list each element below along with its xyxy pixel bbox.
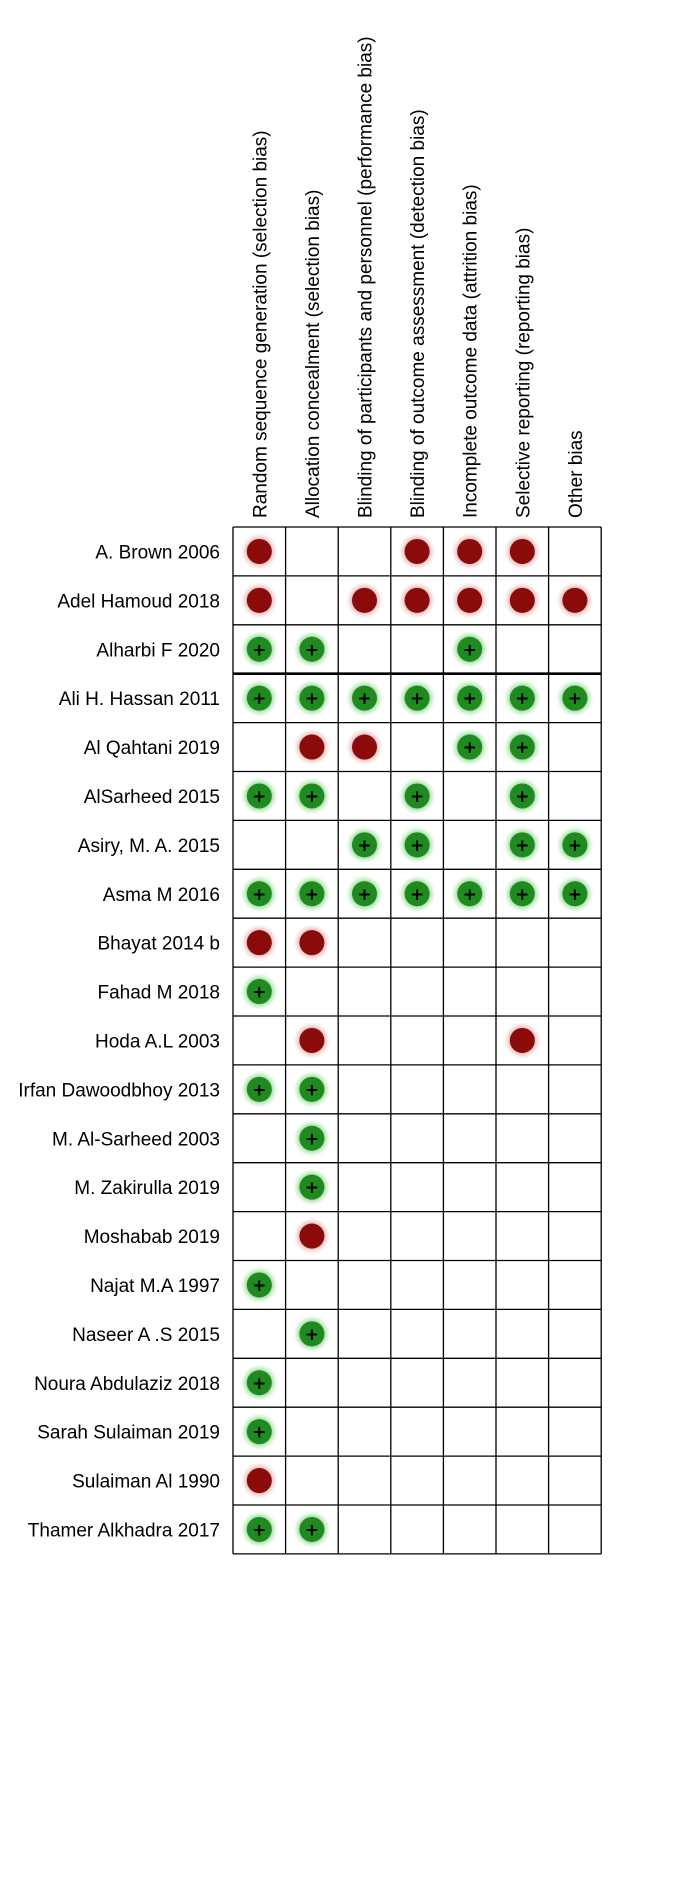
plus-symbol: + bbox=[252, 1520, 267, 1541]
study-label: Naseer A .S 2015 bbox=[72, 1324, 220, 1346]
rating-mark-low bbox=[293, 1315, 331, 1353]
plus-symbol: + bbox=[462, 884, 477, 905]
high-risk-dot bbox=[299, 930, 324, 955]
plus-symbol: + bbox=[304, 1080, 320, 1101]
domain-header-other-bias: Other bias bbox=[565, 430, 587, 518]
study-label: Sarah Sulaiman 2019 bbox=[37, 1422, 220, 1444]
rating-mark-low bbox=[503, 826, 541, 864]
study-label: M. Al-Sarheed 2003 bbox=[52, 1129, 220, 1151]
plus-symbol: + bbox=[357, 689, 372, 710]
rating-mark-high bbox=[398, 532, 436, 570]
plus-symbol: + bbox=[567, 689, 583, 710]
rating-mark-high bbox=[346, 728, 384, 766]
high-risk-dot bbox=[299, 735, 324, 760]
plus-symbol: + bbox=[252, 1080, 267, 1101]
domain-header-blinding-of-outcome-assessment-detection-bias: Blinding of outcome assessment (detection bias) bbox=[408, 109, 430, 518]
rating-mark-high bbox=[398, 581, 436, 619]
rating-mark-high bbox=[503, 532, 541, 570]
study-label: Bhayat 2014 b bbox=[97, 933, 220, 955]
plus-symbol: + bbox=[252, 1275, 267, 1296]
rating-mark-low bbox=[398, 875, 436, 913]
plus-symbol: + bbox=[515, 738, 530, 759]
plus-symbol: + bbox=[409, 884, 425, 905]
rating-mark-high bbox=[293, 924, 331, 962]
study-labels bbox=[18, 542, 220, 1541]
rating-marks bbox=[240, 532, 594, 1548]
plus-symbol: + bbox=[357, 835, 372, 856]
study-label: Al Qahtani 2019 bbox=[83, 738, 220, 760]
plus-symbol: + bbox=[304, 640, 320, 661]
study-label: Irfan Dawoodbhoy 2013 bbox=[18, 1080, 220, 1102]
study-label: Asiry, M. A. 2015 bbox=[77, 835, 220, 857]
plus-symbol: + bbox=[462, 640, 477, 661]
plus-symbol: + bbox=[252, 640, 267, 661]
plus-symbol: + bbox=[515, 786, 530, 807]
plus-symbol: + bbox=[515, 884, 530, 905]
rating-mark-low bbox=[240, 1266, 278, 1304]
study-label: Moshabab 2019 bbox=[83, 1227, 220, 1249]
rating-mark-low bbox=[451, 679, 489, 717]
plus-symbol: + bbox=[304, 1129, 320, 1150]
rating-mark-low bbox=[293, 1168, 331, 1206]
plus-symbol: + bbox=[304, 1324, 320, 1345]
plus-symbol: + bbox=[304, 1178, 320, 1199]
rating-mark-low bbox=[240, 1364, 278, 1402]
plus-symbol: + bbox=[304, 884, 320, 905]
high-risk-dot bbox=[510, 588, 535, 613]
rating-mark-low bbox=[556, 826, 594, 864]
study-label: Alharbi F 2020 bbox=[96, 640, 220, 662]
high-risk-dot bbox=[562, 588, 587, 613]
high-risk-dot bbox=[352, 735, 377, 760]
rating-mark-low bbox=[293, 1119, 331, 1157]
rating-mark-low bbox=[503, 679, 541, 717]
rating-mark-low bbox=[556, 679, 594, 717]
rating-mark-high bbox=[346, 581, 384, 619]
study-label: A. Brown 2006 bbox=[95, 542, 220, 564]
high-risk-dot bbox=[510, 539, 535, 564]
high-risk-dot bbox=[247, 588, 272, 613]
rating-mark-low bbox=[398, 826, 436, 864]
rating-mark-low bbox=[503, 728, 541, 766]
rating-mark-low bbox=[293, 875, 331, 913]
rating-mark-low bbox=[240, 1413, 278, 1451]
rating-mark-high bbox=[503, 581, 541, 619]
rating-mark-high bbox=[240, 924, 278, 962]
plus-symbol: + bbox=[252, 884, 267, 905]
rating-mark-low bbox=[240, 630, 278, 668]
rating-mark-low bbox=[503, 875, 541, 913]
rating-mark-high bbox=[451, 581, 489, 619]
study-label: Asma M 2016 bbox=[102, 884, 220, 906]
domain-header-blinding-of-participants-and-personnel-performance-bias: Blinding of participants and personnel (performance bias) bbox=[355, 36, 377, 518]
study-label: Hoda A.L 2003 bbox=[94, 1031, 220, 1053]
plus-symbol: + bbox=[252, 982, 267, 1003]
study-label: AlSarheed 2015 bbox=[83, 786, 220, 808]
rating-mark-high bbox=[293, 1021, 331, 1059]
plus-symbol: + bbox=[252, 689, 267, 710]
high-risk-dot bbox=[247, 1468, 272, 1493]
rating-mark-high bbox=[293, 728, 331, 766]
rating-mark-low bbox=[503, 777, 541, 815]
rating-mark-low bbox=[240, 973, 278, 1011]
plus-symbol: + bbox=[567, 884, 583, 905]
high-risk-dot bbox=[299, 1028, 324, 1053]
domain-header-allocation-concealment-selection-bias: Allocation concealment (selection bias) bbox=[302, 189, 324, 518]
plus-symbol: + bbox=[304, 1520, 320, 1541]
rating-mark-low bbox=[240, 679, 278, 717]
rating-mark-low bbox=[451, 875, 489, 913]
plus-symbol: + bbox=[515, 689, 530, 710]
study-label: Noura Abdulaziz 2018 bbox=[34, 1373, 220, 1395]
plus-symbol: + bbox=[462, 738, 477, 759]
high-risk-dot bbox=[299, 1224, 324, 1249]
rating-mark-low bbox=[346, 826, 384, 864]
rating-mark-high bbox=[451, 532, 489, 570]
domain-header-random-sequence-generation-selection-bias: Random sequence generation (selection bias) bbox=[250, 130, 272, 518]
rating-mark-high bbox=[293, 1217, 331, 1255]
high-risk-dot bbox=[352, 588, 377, 613]
domain-headers bbox=[250, 36, 587, 518]
rating-mark-high bbox=[240, 532, 278, 570]
high-risk-dot bbox=[405, 539, 430, 564]
plus-symbol: + bbox=[409, 689, 425, 710]
rating-mark-low bbox=[293, 777, 331, 815]
rating-mark-high bbox=[240, 581, 278, 619]
high-risk-dot bbox=[510, 1028, 535, 1053]
rating-mark-low bbox=[240, 1510, 278, 1548]
plus-symbol: + bbox=[357, 884, 372, 905]
rating-mark-high bbox=[556, 581, 594, 619]
plus-symbol: + bbox=[252, 786, 267, 807]
rating-mark-low bbox=[398, 679, 436, 717]
rating-mark-low bbox=[240, 875, 278, 913]
plus-symbol: + bbox=[304, 689, 320, 710]
plus-symbol: + bbox=[409, 835, 425, 856]
rating-mark-low bbox=[346, 679, 384, 717]
study-label: Thamer Alkhadra 2017 bbox=[27, 1520, 220, 1542]
rating-mark-high bbox=[240, 1462, 278, 1500]
domain-header-incomplete-outcome-data-attrition-bias: Incomplete outcome data (attrition bias) bbox=[460, 184, 482, 518]
study-label: Najat M.A 1997 bbox=[90, 1275, 220, 1297]
study-label: Ali H. Hassan 2011 bbox=[58, 689, 220, 711]
plus-symbol: + bbox=[515, 835, 530, 856]
plus-symbol: + bbox=[304, 786, 320, 807]
rating-mark-low bbox=[346, 875, 384, 913]
high-risk-dot bbox=[457, 539, 482, 564]
rating-mark-low bbox=[293, 679, 331, 717]
rating-mark-low bbox=[556, 875, 594, 913]
rating-mark-low bbox=[398, 777, 436, 815]
rating-mark-low bbox=[451, 728, 489, 766]
rating-mark-low bbox=[240, 1070, 278, 1108]
plus-symbol: + bbox=[252, 1422, 267, 1443]
study-label: Fahad M 2018 bbox=[97, 982, 220, 1004]
study-label: Sulaiman Al 1990 bbox=[72, 1471, 220, 1493]
rating-mark-low bbox=[293, 630, 331, 668]
plus-symbol: + bbox=[462, 689, 477, 710]
study-label: M. Zakirulla 2019 bbox=[74, 1178, 220, 1200]
high-risk-dot bbox=[405, 588, 430, 613]
study-label: Adel Hamoud 2018 bbox=[57, 591, 220, 613]
domain-header-selective-reporting-reporting-bias: Selective reporting (reporting bias) bbox=[513, 227, 535, 518]
plus-symbol: + bbox=[409, 786, 425, 807]
plus-symbol: + bbox=[252, 1373, 267, 1394]
high-risk-dot bbox=[247, 539, 272, 564]
high-risk-dot bbox=[457, 588, 482, 613]
plus-symbol: + bbox=[567, 835, 583, 856]
rating-mark-low bbox=[293, 1510, 331, 1548]
rating-mark-low bbox=[240, 777, 278, 815]
rating-mark-low bbox=[293, 1070, 331, 1108]
rating-mark-high bbox=[503, 1021, 541, 1059]
rating-mark-low bbox=[451, 630, 489, 668]
high-risk-dot bbox=[247, 930, 272, 955]
